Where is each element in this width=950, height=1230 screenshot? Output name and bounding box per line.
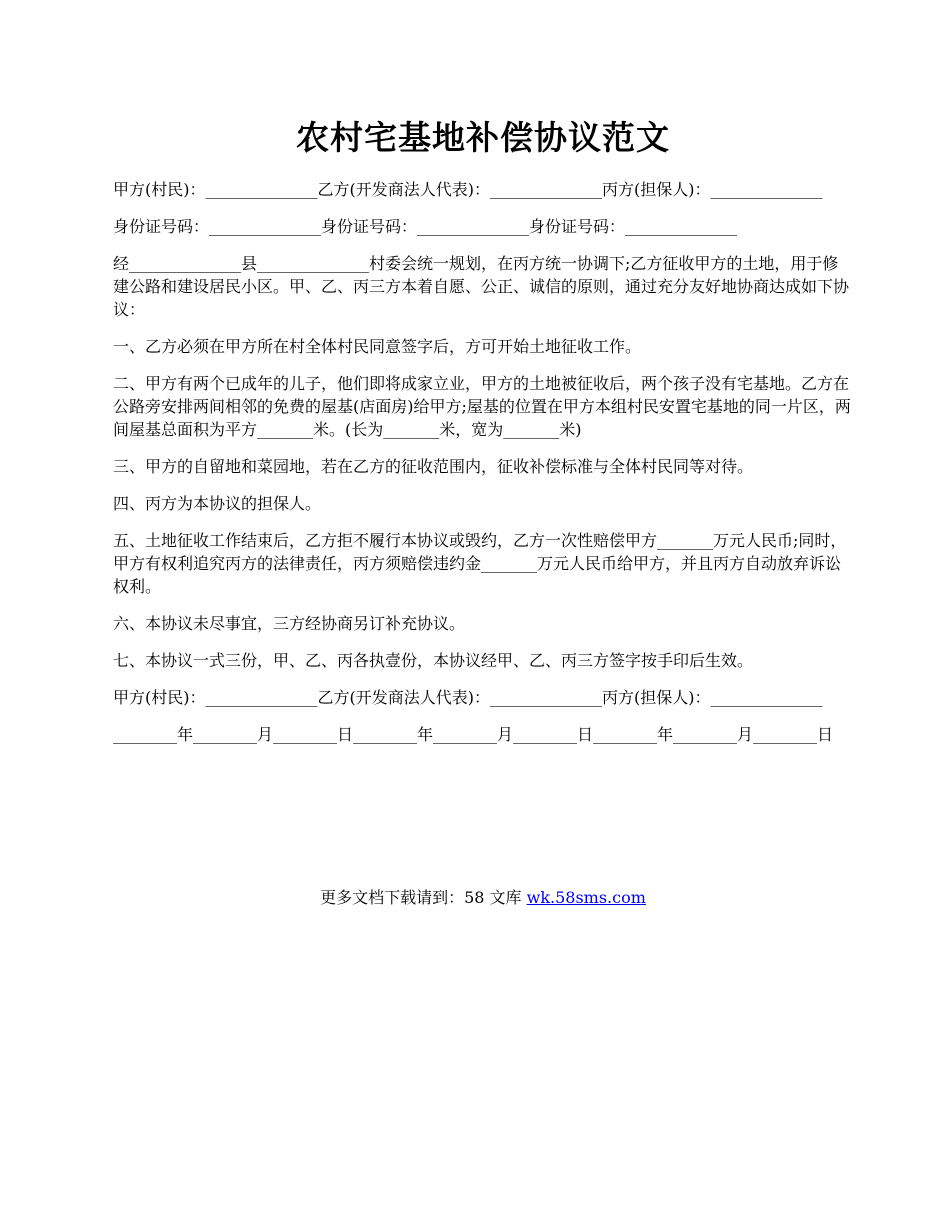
document-body: [113, 178, 853, 760]
clause-5: 五、土地征收工作结束后，乙方拒不履行本协议或毁约，乙方一次性赔偿甲方_______万元人民币;同时，甲方有权利追究丙方的法律责任，丙方须赔偿违约金_______万元人民币给甲方，并且丙方自动放弃诉讼权利。: [113, 531, 847, 596]
signature-line: 甲方(村民)：______________乙方(开发商法人代表)：______________丙方(担保人)：______________: [113, 688, 823, 707]
footer-link[interactable]: wk.58sms.com: [526, 888, 646, 907]
clause-2: 二、甲方有两个已成年的儿子，他们即将成家立业，甲方的土地被征收后，两个孩子没有宅基地。乙方在公路旁安排两间相邻的免费的屋基(店面房)给甲方;屋基的位置在甲方本组村民安置宅基地的同一片区，两间屋基总面积为平方_______米。(长为_______米，宽为_______米): [113, 374, 851, 439]
clause-3: 三、甲方的自留地和菜园地，若在乙方的征收范围内，征收补偿标准与全体村民同等对待。: [113, 457, 754, 476]
clause-6: 六、本协议未尽事宜，三方经协商另订补充协议。: [113, 614, 466, 633]
footer-text: 更多文档下载请到：58 文库: [320, 888, 527, 907]
clause-1: 一、乙方必须在甲方所在村全体村民同意签字后，方可开始土地征收工作。: [113, 337, 642, 356]
document-title: 农村宅基地补偿协议范文: [296, 118, 670, 157]
date-line: ________年________月________日________年________月________日________年________月________日: [113, 725, 834, 744]
clause-4: 四、丙方为本协议的担保人。: [113, 494, 322, 513]
party-names-line: 甲方(村民)：______________乙方(开发商法人代表)：______________丙方(担保人)：______________: [113, 180, 823, 199]
clause-7: 七、本协议一式三份，甲、乙、丙各执壹份，本协议经甲、乙、丙三方签字按手印后生效。: [113, 651, 754, 670]
download-footer: [113, 886, 853, 910]
id-number-line: 身份证号码：______________身份证号码：______________身份证号码：______________: [113, 217, 738, 236]
preamble-paragraph: 经______________县______________村委会统一规划，在丙方统一协调下;乙方征收甲方的土地，用于修建公路和建设居民小区。甲、乙、丙三方本着自愿、公正、诚信的原则，通过充分友好地协商达成如下协议：: [113, 254, 850, 319]
